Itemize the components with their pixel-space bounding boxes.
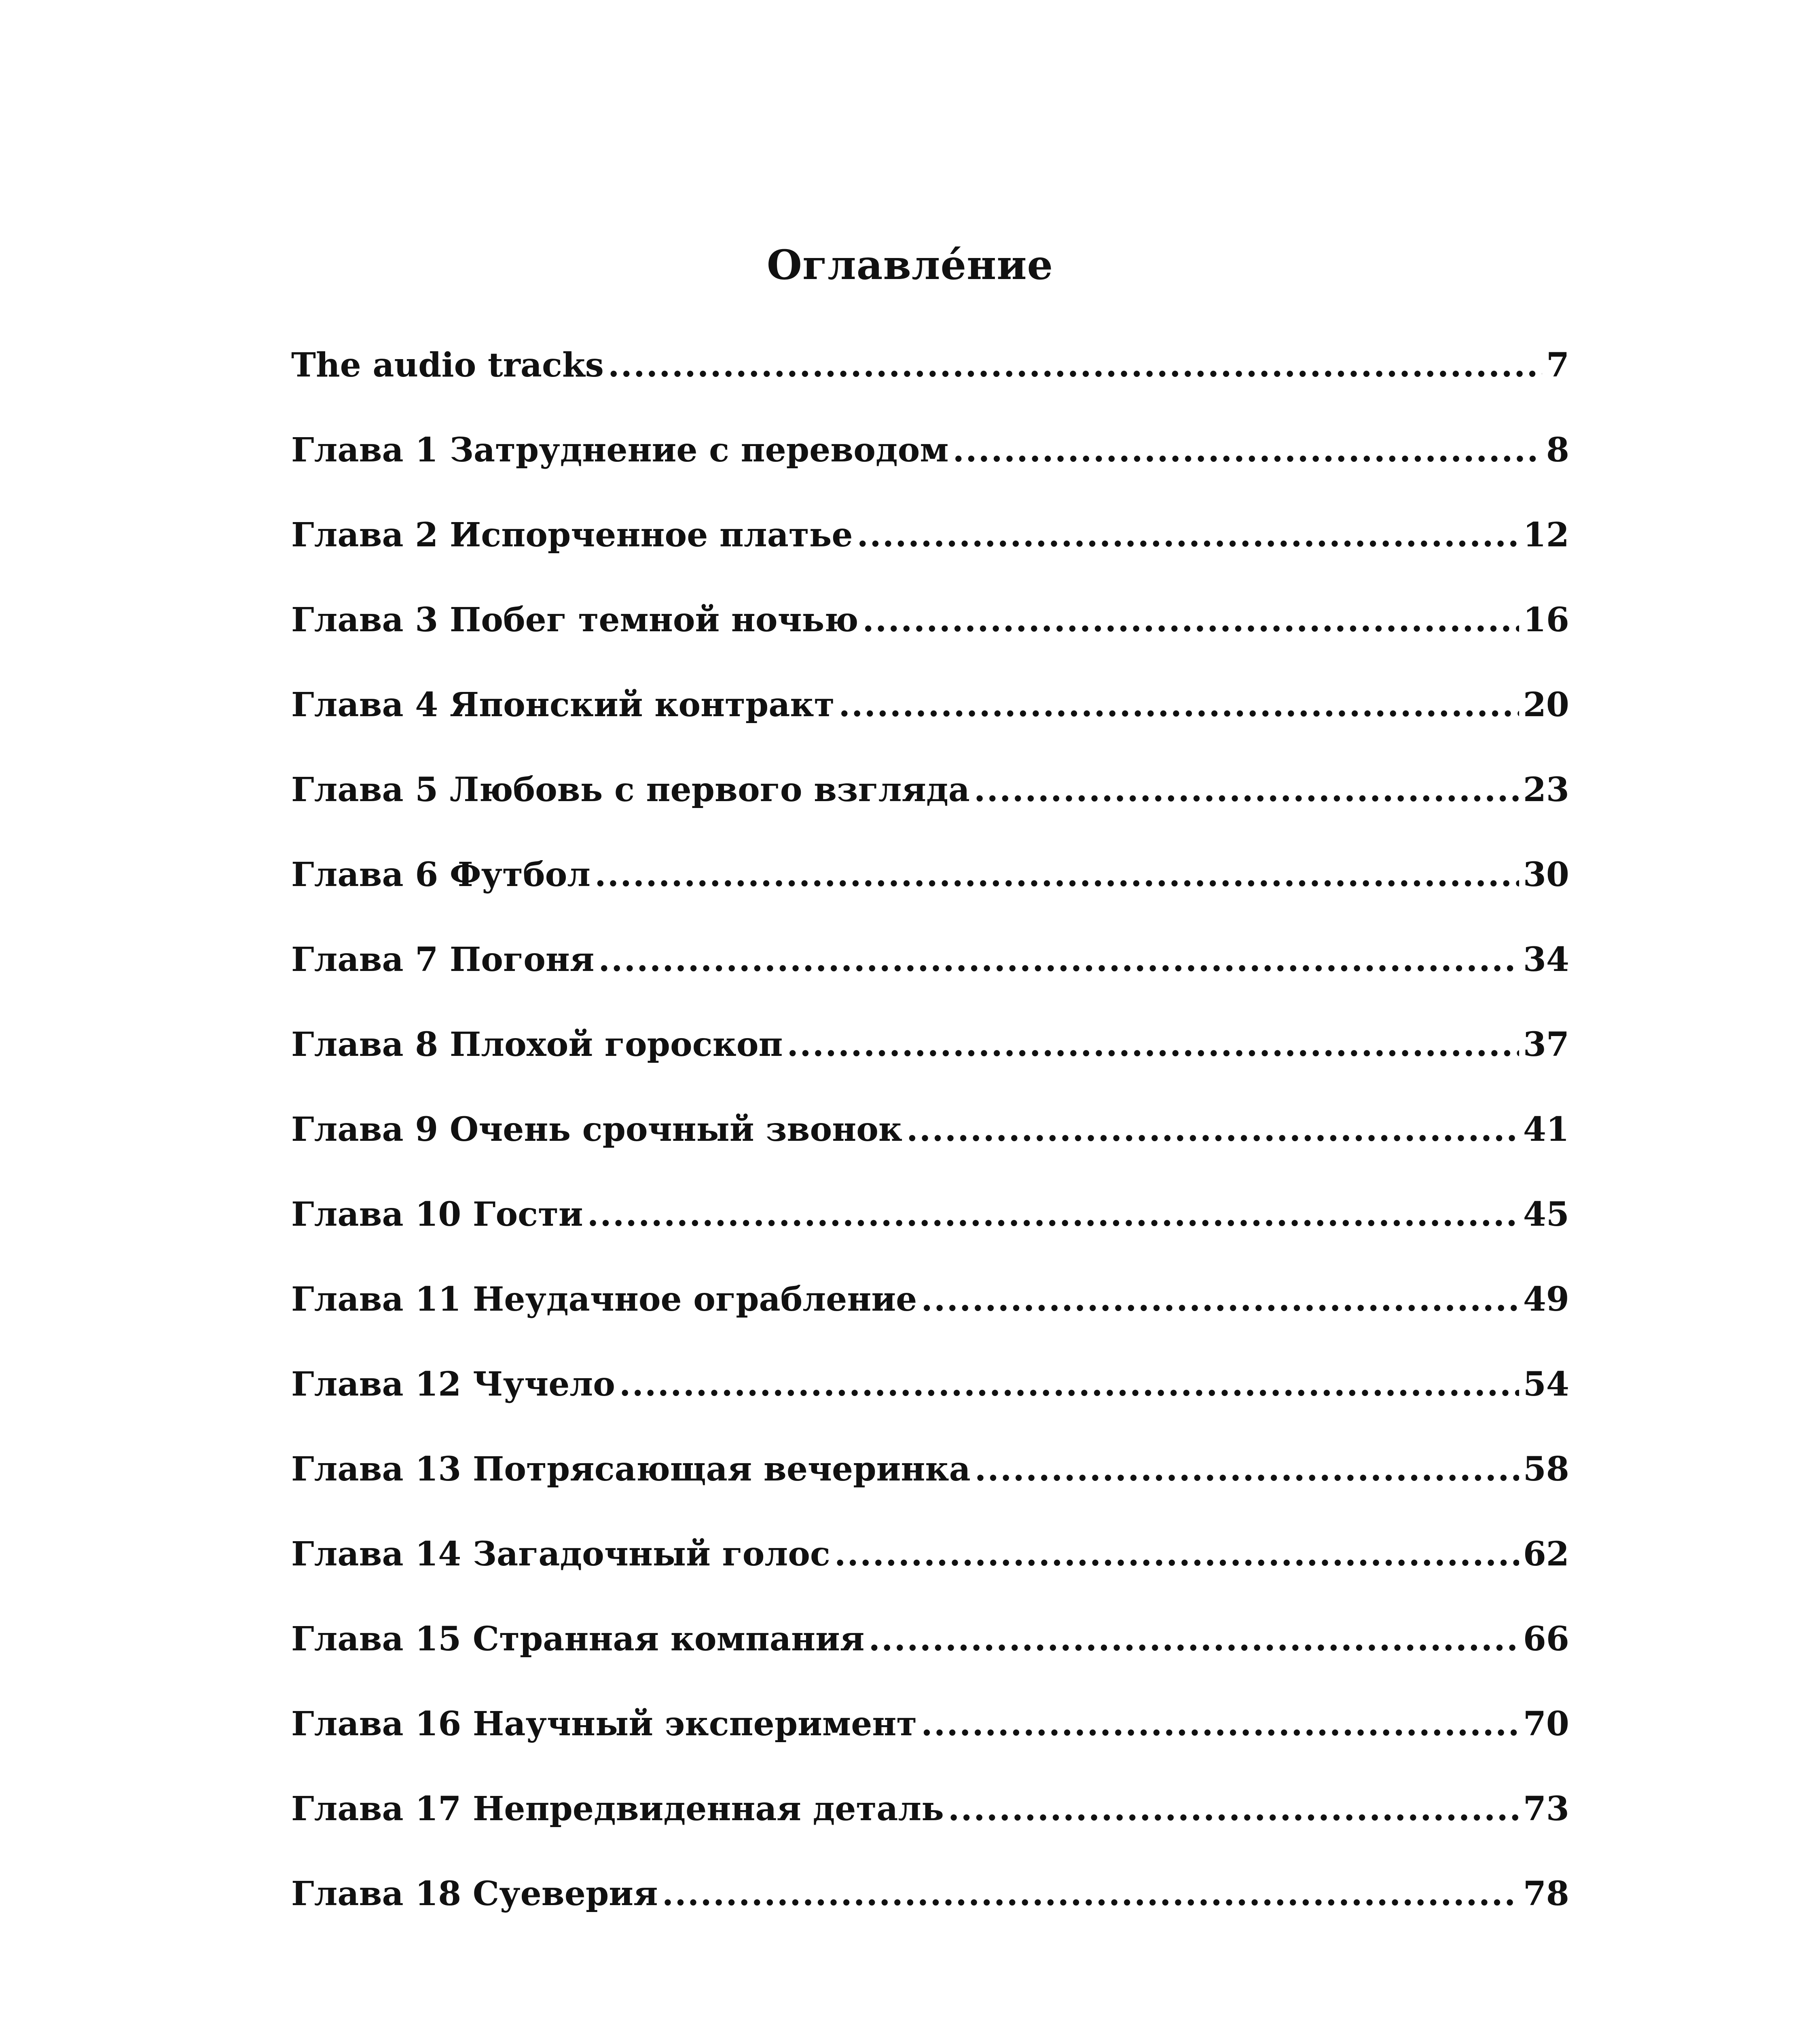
toc-entry-title: Глава 4 Японский контракт — [291, 685, 835, 724]
toc-entry-page: 41 — [1523, 1110, 1569, 1149]
dot-leader — [619, 1362, 1519, 1407]
dot-leader — [906, 1107, 1519, 1152]
toc-entry[interactable] — [291, 1022, 1569, 1107]
toc-entry-page: 73 — [1523, 1789, 1569, 1828]
toc-entry-page: 62 — [1523, 1535, 1569, 1574]
toc-entry[interactable] — [291, 1532, 1569, 1617]
toc-entry[interactable] — [291, 1277, 1569, 1362]
toc-entry-title: Глава 6 Футбол — [291, 855, 591, 894]
dot-leader — [975, 1447, 1519, 1491]
dot-leader — [948, 1787, 1519, 1831]
toc-entry-title: Глава 8 Плохой гороскоп — [291, 1025, 783, 1064]
dot-leader — [857, 513, 1519, 557]
toc-entry-page: 66 — [1523, 1620, 1569, 1658]
dot-leader — [953, 428, 1542, 472]
toc-entry-title: Глава 10 Гости — [291, 1195, 583, 1234]
dot-leader — [921, 1702, 1519, 1746]
dot-leader — [662, 1872, 1519, 1916]
toc-entry[interactable] — [291, 1617, 1569, 1702]
dot-leader — [599, 937, 1519, 982]
toc-entry[interactable] — [291, 343, 1569, 428]
toc-entry-title: Глава 1 Затруднение с переводом — [291, 431, 949, 470]
toc-entry-page: 8 — [1546, 431, 1569, 470]
toc-entry-page: 20 — [1523, 685, 1569, 724]
page-title: Оглавле́ние — [766, 241, 1054, 289]
toc-entry-title: Глава 7 Погоня — [291, 940, 595, 979]
toc-entry-page: 49 — [1523, 1280, 1569, 1319]
toc-entry[interactable] — [291, 1787, 1569, 1872]
toc-entry-title: Глава 18 Суеверия — [291, 1874, 658, 1913]
toc-entry[interactable] — [291, 683, 1569, 768]
toc-entry-title: Глава 13 Потрясающая вечеринка — [291, 1450, 971, 1489]
toc-entry-page: 70 — [1523, 1705, 1569, 1743]
toc-entry-page: 37 — [1523, 1025, 1569, 1064]
toc-entry-title: Глава 15 Странная компания — [291, 1620, 865, 1658]
dot-leader — [868, 1617, 1519, 1661]
toc-entry-page: 78 — [1523, 1874, 1569, 1913]
toc-entry-title: The audio tracks — [291, 346, 604, 385]
toc-entry-title: Глава 9 Очень срочный звонок — [291, 1110, 903, 1149]
toc-entry-title: Глава 11 Неудачное ограбление — [291, 1280, 917, 1319]
toc-entry[interactable] — [291, 1107, 1569, 1192]
toc-entry-title: Глава 3 Побег темной ночью — [291, 601, 859, 639]
toc-entry-page: 7 — [1546, 346, 1569, 385]
toc-entry-page: 23 — [1523, 770, 1569, 809]
dot-leader — [838, 683, 1519, 727]
toc-entry-page: 34 — [1523, 940, 1569, 979]
dot-leader — [608, 343, 1542, 387]
toc-entry-page: 16 — [1523, 601, 1569, 639]
toc-entry-title: Глава 14 Загадочный голос — [291, 1535, 830, 1574]
toc-entry-page: 30 — [1523, 855, 1569, 894]
toc-entry[interactable] — [291, 598, 1569, 683]
toc-entry-page: 54 — [1523, 1365, 1569, 1404]
toc-entry[interactable] — [291, 1872, 1569, 1956]
toc-entry-page: 58 — [1523, 1450, 1569, 1489]
toc-entry[interactable] — [291, 852, 1569, 937]
table-of-contents — [291, 343, 1569, 1956]
dot-leader — [834, 1532, 1519, 1576]
dot-leader — [862, 598, 1519, 642]
dot-leader — [921, 1277, 1519, 1322]
dot-leader — [595, 852, 1519, 897]
toc-entry[interactable] — [291, 428, 1569, 513]
toc-entry[interactable] — [291, 1362, 1569, 1447]
toc-entry-title: Глава 5 Любовь с первого взгляда — [291, 770, 970, 809]
toc-entry-title: Глава 12 Чучело — [291, 1365, 615, 1404]
toc-entry-page: 12 — [1523, 516, 1569, 554]
toc-entry[interactable] — [291, 937, 1569, 1022]
toc-entry[interactable] — [291, 1702, 1569, 1787]
dot-leader — [974, 768, 1519, 812]
toc-entry[interactable] — [291, 513, 1569, 598]
toc-entry[interactable] — [291, 1192, 1569, 1277]
toc-entry[interactable] — [291, 768, 1569, 852]
toc-entry-page: 45 — [1523, 1195, 1569, 1234]
dot-leader — [587, 1192, 1519, 1237]
toc-entry-title: Глава 2 Испорченное платье — [291, 516, 853, 554]
toc-entry-title: Глава 17 Непредвиденная деталь — [291, 1789, 944, 1828]
toc-entry[interactable] — [291, 1447, 1569, 1532]
dot-leader — [787, 1022, 1519, 1067]
toc-entry-title: Глава 16 Научный эксперимент — [291, 1705, 917, 1743]
